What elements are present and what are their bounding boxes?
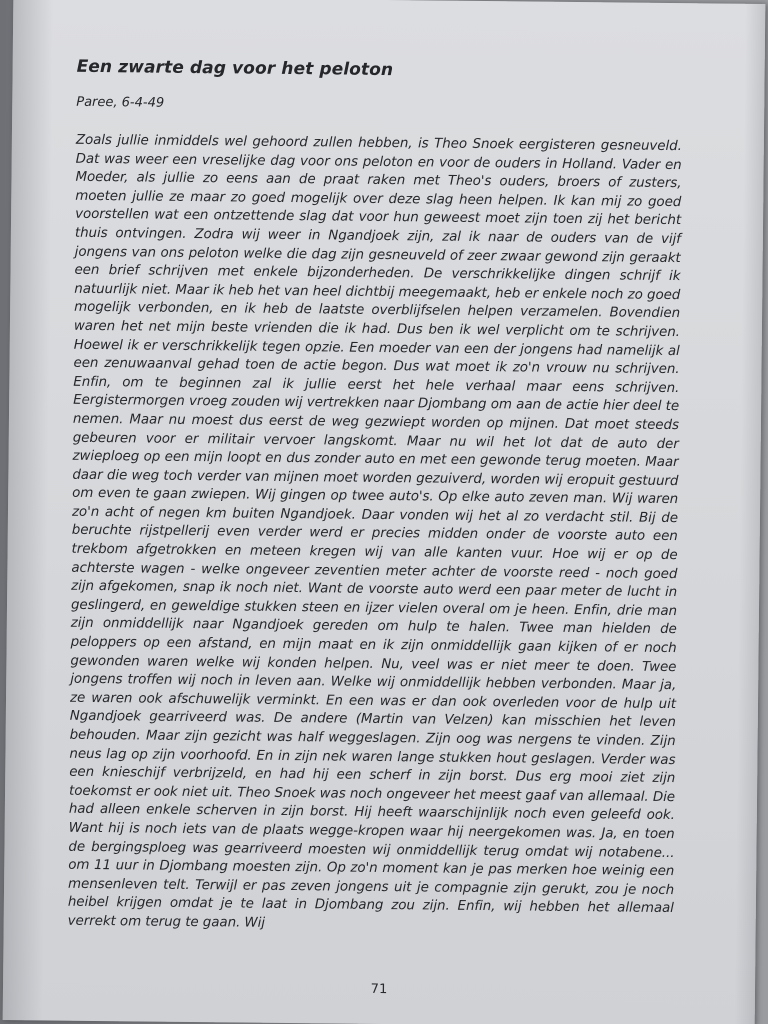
page-number: 71 [370, 981, 388, 998]
book-page [3, 0, 766, 1024]
chapter-title: Een zwarte dag voor het peloton [76, 56, 394, 81]
place-date: Paree, 6-4-49 [76, 94, 165, 111]
letter-body: Zoals jullie inmiddels wel gehoord zullen hebben, is Theo Snoek eergisteren gesneuveld. Dat was weer een vreselijke dag voor ons peloton en voor de ouders in Holland. Vader en Moeder, als jullie zo eens aan de praat raken met Theo's ouders, broers of zusters, moeten jullie ze maar zo goed mogelijk over deze slag heen helpen. Ik kan mij zo goed voorstellen wat een ontzettende slag dat voor hun geweest moet zijn toen zij het bericht thuis ontvingen. Zodra wij weer in Ngandjoek zijn, zal ik naar de ouders van de vijf jongens van ons peloton welke die dag zijn gesneuveld of zeer zwaar gewond zijn geraakt een brief schrijven met enkele bijzonderheden. De verschrikkelijke dingen schrijf ik natuurlijk niet. Maar ik heb het van heel dichtbij meegemaakt, heb er enkele noch zo goed mogelijk verbonden, en ik heb de laatste overblijfselen helpen verzamelen. Bovendien waren het net mijn beste vrienden die ik had. Dus ben ik wel verplicht om te schrijven. Hoewel ik er verschrikkelijk tegen opzie. Een moeder van een der jongens had namelijk al een zenuwaanval gehad toen de actie begon. Dus wat moet ik zo'n vrouw nu schrijven. Enfin, om te beginnen zal ik jullie eerst het hele verhaal maar eens schrijven. Eergistermorgen vroeg zouden wij vertrekken naar Djombang om aan de actie hier deel te nemen. Maar nu moest dus eerst de weg gezwiept worden op mijnen. Dat moet steeds gebeuren voor er militair vervoer langskomt. Maar nu wil het lot dat de auto der zwieploeg op een mijn loopt en dus zonder auto en met een gewonde terug moeten. Maar daar die weg toch verder van mijnen moet worden gezuiverd, worden wij eropuit gestuurd om even te gaan zwiepen. Wij gingen op twee auto's. Op elke auto zeven man. Wij waren zo'n acht of negen km buiten Ngandjoek. Daar vonden wij het al zo verdacht stil. Bij de beruchte rijstpellerij even verder werd er precies midden onder de voorste auto een trekbom afgetrokken en meteen kregen wij van alle kanten vuur. Hoe wij er op de achterste wagen - welke ongeveer zeventien meter achter de voorste reed - noch goed zijn afgekomen, snap ik noch niet. Want de voorste auto werd een paar meter de lucht in geslingerd, en geweldige stukken steen en ijzer vielen overal om je heen. Enfin, drie man zijn onmiddellijk naar Ngandjoek gereden om hulp te halen. Twee man hielden de peloppers op een afstand, en mijn maat en ik zijn onmiddellijk gaan kijken of er noch gewonden waren welke wij konden helpen. Nu, veel was er niet meer te doen. Twee jongens troffen wij noch in leven aan. Welke wij onmiddellijk hebben verbonden. Maar ja, ze waren ook afschuwelijk verminkt. En een was er dan ook overleden voor de hulp uit Ngandjoek gearriveerd was. De andere (Martin van Velzen) kan misschien het leven behouden. Maar zijn gezicht was half weggeslagen. Zijn oog was nergens te vinden. Zijn neus lag op zijn voorhoofd. En in zijn nek waren lange stukken hout geslagen. Verder was een knieschijf verbrijzeld, en had hij een scherf in zijn borst. Dus erg mooi ziet zijn toekomst er ook niet uit. Theo Snoek was noch ongeveer het meest gaaf van allemaal. Die had alleen enkele scherven in zijn borst. Hij heeft waarschijnlijk noch even geleefd ook. Want hij is noch iets van de plaats wegge-kropen waar hij neergekomen was. Ja, en toen de bergingsploeg was gearriveerd moesten wij onmiddellijk terug omdat wij notabene... om 11 uur in Djombang moesten zijn. Op zo'n moment kan je pas merken hoe weinig een mensenleven telt. Terwijl er pas zeven jongens uit je compagnie zijn gerukt, zou je noch heibel krijgen omdat je te laat in Djombang zou zijn. Enfin, wij hebben het allemaal verrekt om terug te gaan. Wij [67, 132, 682, 931]
page-content [68, 57, 683, 938]
